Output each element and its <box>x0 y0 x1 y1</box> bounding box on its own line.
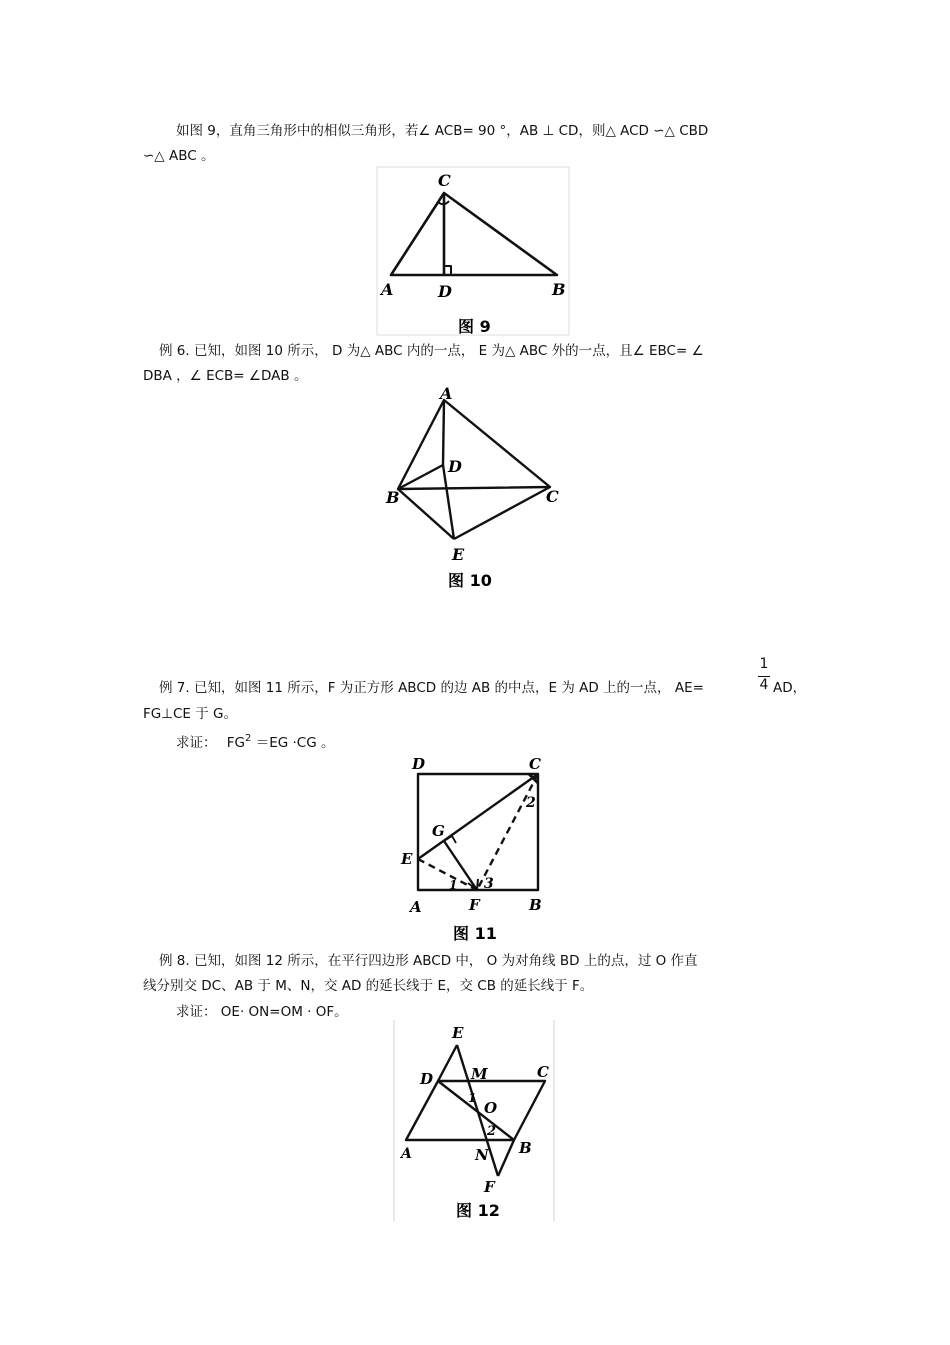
segment-ad <box>443 400 444 465</box>
figure-12-caption: 图 12 <box>456 1201 500 1220</box>
label-b: B <box>519 1139 532 1157</box>
ex5-line1: 如图 9，直角三角形中的相似三角形，若∠ ACB= 90 °，AB ⊥ CD，则△ ACD ∽△ CBD <box>176 123 709 139</box>
figure-11-caption: 图 11 <box>453 924 497 943</box>
ex5-line2: ∽△ ABC 。 <box>143 148 215 164</box>
label-g: G <box>432 822 445 840</box>
ex6-line1: 例 6. 已知，如图 10 所示， D 为△ ABC 内的一点， E 为△ ABC 外的一点，且∠ EBC= ∠ <box>159 343 704 359</box>
ex8-line2: 线分别交 DC、AB 于 M、N，交 AD 的延长线于 E，交 CB 的延长线于 F。 <box>143 978 594 994</box>
label-d: D <box>412 755 426 773</box>
ex7-prove <box>176 734 334 754</box>
label-d: D <box>420 1070 434 1088</box>
label-f: F <box>484 1178 495 1196</box>
ex6-line2: DBA ，∠ ECB= ∠DAB 。 <box>143 368 308 384</box>
label-m: M <box>471 1065 488 1083</box>
figure-12 <box>392 1018 556 1224</box>
prove-fg: FG <box>226 735 246 751</box>
label-angle-2: 2 <box>526 795 536 811</box>
segment-de <box>443 465 454 539</box>
prove-exponent: 2 <box>245 733 252 744</box>
figure-10 <box>376 382 576 594</box>
label-e: E <box>452 1024 464 1042</box>
segment-ae-extension <box>438 1045 457 1081</box>
figure-9-caption: 图 9 <box>458 317 491 336</box>
label-c: C <box>529 755 541 773</box>
ex7-line1: 例 7. 已知，如图 11 所示，F 为正方形 ABCD 的边 AB 的中点，E 为 AD 上的一点， AE= <box>159 680 704 696</box>
segment-ef-dashed <box>418 859 477 890</box>
ex8-prove: 求证： OE· ON=OM · OF。 <box>176 1004 348 1020</box>
fraction-numerator: 1 <box>759 656 769 672</box>
figure-11 <box>398 752 554 947</box>
label-angle-3: 3 <box>484 876 494 892</box>
segment-ce <box>454 487 550 539</box>
label-a: A <box>381 280 394 299</box>
prove-prefix: 求证： <box>176 735 217 751</box>
label-e: E <box>401 850 413 868</box>
label-d: D <box>438 282 452 301</box>
figure-10-caption: 图 10 <box>448 571 492 590</box>
fraction-denominator: 4 <box>759 677 769 693</box>
label-angle-1: 1 <box>449 878 458 892</box>
fraction-one-quarter <box>758 656 770 693</box>
figure-9 <box>376 166 572 338</box>
segment-bf-extension <box>498 1140 514 1176</box>
label-o: O <box>484 1099 498 1117</box>
segment-cf-dashed <box>477 774 538 890</box>
label-a: A <box>410 898 422 916</box>
label-d: D <box>448 457 462 476</box>
prove-rest: ＝EG ·CG 。 <box>251 735 335 751</box>
segment-be <box>398 489 454 539</box>
ex7-line2: FG⊥CE 于 G。 <box>143 706 237 722</box>
segment-ce <box>418 774 538 859</box>
ex8-line1: 例 8. 已知，如图 12 所示，在平行四边形 ABCD 中， O 为对角线 BD 上的点，过 O 作直 <box>159 953 698 969</box>
label-f: F <box>469 896 480 914</box>
triangle-abc <box>391 193 557 275</box>
label-a: A <box>440 384 453 403</box>
label-b: B <box>386 488 400 507</box>
label-b: B <box>552 280 566 299</box>
label-angle-1: 1 <box>468 1091 477 1105</box>
label-angle-2: 2 <box>487 1124 497 1139</box>
label-c: C <box>537 1063 549 1081</box>
label-e: E <box>452 545 465 564</box>
label-b: B <box>529 896 542 914</box>
label-c: C <box>546 487 559 506</box>
ex7-line1-tail: AD， <box>773 680 807 696</box>
label-a: A <box>401 1146 412 1162</box>
label-n: N <box>475 1146 489 1164</box>
label-c: C <box>438 171 451 190</box>
diagonal-bd <box>438 1081 514 1140</box>
